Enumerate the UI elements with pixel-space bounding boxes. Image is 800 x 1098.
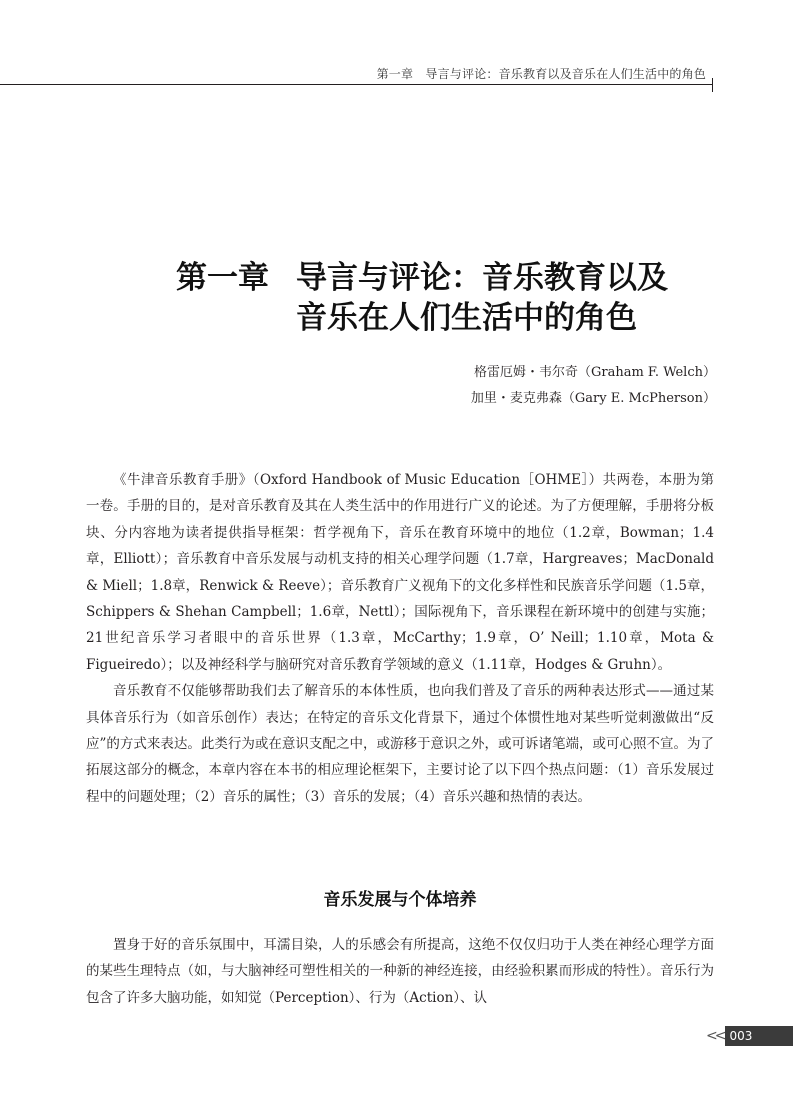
chapter-title [176, 258, 736, 338]
header-tick [712, 78, 713, 92]
section-paragraph-1: 置身于好的音乐氛围中，耳濡目染，人的乐感会有所提高，这绝不仅仅归功于人类在神经心理学方面的某些生理特点（如，与大脑神经可塑性相关的一种新的神经连接，由经验积累而形成的特性）。音乐行为包含了许多大脑功能，如知觉（Perception）、行为（Action）、认 [86, 937, 714, 1006]
running-head: 第一章 导言与评论：音乐教育以及音乐在人们生活中的角色 [376, 67, 706, 81]
page-arrows-icon: << [706, 1028, 724, 1044]
page-number [706, 1026, 793, 1046]
chapter-title-line2: 音乐在人们生活中的角色 [296, 300, 637, 336]
author-2: 加里・麦克弗森（Gary E. McPherson） [470, 391, 716, 406]
authors [471, 360, 716, 412]
intro-text [86, 467, 714, 810]
author-1: 格雷厄姆・韦尔奇（Graham F. Welch） [474, 365, 716, 380]
page-number-box: 003 [725, 1026, 793, 1046]
section-text [86, 932, 714, 1011]
paragraph-1: 《牛津音乐教育手册》（Oxford Handbook of Music Education［OHME］）共两卷，本册为第一卷。手册的目的，是对音乐教育及其在人类生活中的作用进行广义的论述。为了方便理解，手册将分板块、分内容地为读者提供指导框架：哲学视角下，音乐在教育环境中的地位（1.2章，Bowman；1.4章，Elliott）；音乐教育中音乐发展与动机支持的相关心理学问题（1.7章，Hargreaves；MacDonald & Miell；1.8章，Renwick & Reeve）；音乐教育广义视角下的文化多样性和民族音乐学问题（1.5章，Schippers & Shehan Campbell；1.6章，Nettl）；国际视角下，音乐课程在新环境中的创建与实施；21世纪音乐学习者眼中的音乐世界（1.3章，McCarthy；1.9章，O’ Neill；1.10章，Mota & Figueiredo）；以及神经科学与脑研究对音乐教育学领域的意义（1.11章，Hodges & Gruhn）。 [86, 472, 714, 673]
chapter-label: 第一章 [176, 260, 269, 296]
header-rule [0, 84, 712, 85]
paragraph-2: 音乐教育不仅能够帮助我们去了解音乐的本体性质，也向我们普及了音乐的两种表达形式——通过某具体音乐行为（如音乐创作）表达；在特定的音乐文化背景下，通过个体惯性地对某些听觉刺激做出“反应”的方式来表达。此类行为或在意识支配之中，或游移于意识之外，或可诉诸笔端，或可心照不宣。为了拓展这部分的概念，本章内容在本书的相应理论框架下，主要讨论了以下四个热点问题：（1）音乐发展过程中的问题处理；（2）音乐的属性；（3）音乐的发展；（4）音乐兴趣和热情的表达。 [86, 683, 714, 805]
chapter-title-line1: 导言与评论：音乐教育以及 [296, 260, 668, 296]
section-heading: 音乐发展与个体培养 [323, 890, 477, 910]
